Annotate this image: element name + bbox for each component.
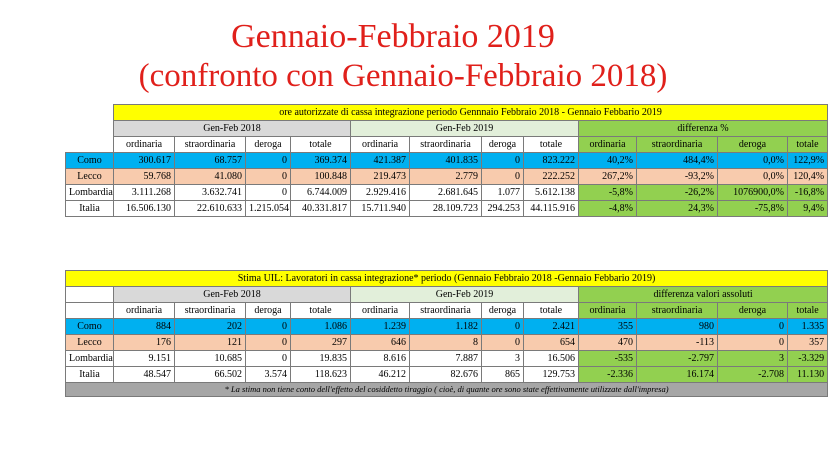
cell-diff: 470 — [579, 335, 637, 351]
cell-2019: 219.473 — [351, 169, 410, 185]
cell-2019: 2.929.416 — [351, 185, 410, 201]
table-row — [66, 335, 828, 351]
cell-2019: 654 — [524, 335, 579, 351]
cell-2018: 41.080 — [175, 169, 246, 185]
col-header: ordinaria — [351, 137, 410, 153]
cell-diff: -75,8% — [718, 201, 788, 217]
cell-2019: 46.212 — [351, 367, 410, 383]
cell-diff: 357 — [788, 335, 828, 351]
cell-2018: 297 — [291, 335, 351, 351]
page-subtitle: (confronto con Gennaio-Febbraio 2018) — [138, 58, 668, 94]
cell-2018: 176 — [114, 335, 175, 351]
cell-2019: 3 — [482, 351, 524, 367]
cell-diff: -4,8% — [579, 201, 637, 217]
cell-2018: 0 — [246, 185, 291, 201]
cell-diff: -2.797 — [637, 351, 718, 367]
cell-diff: 980 — [637, 319, 718, 335]
table-banner: Stima UIL: Lavoratori in cassa integrazione* periodo (Gennaio Febbraio 2018 -Gennaio Febbario 2019) — [66, 271, 828, 287]
col-header: straordinaria — [175, 303, 246, 319]
cell-2019: 222.252 — [524, 169, 579, 185]
cell-diff: 24,3% — [637, 201, 718, 217]
col-header: straordinaria — [175, 137, 246, 153]
group-header-diff: differenza valori assoluti — [579, 287, 828, 303]
cell-2019: 129.753 — [524, 367, 579, 383]
cell-2018: 66.502 — [175, 367, 246, 383]
col-header: totale — [291, 303, 351, 319]
cell-2018: 40.331.817 — [291, 201, 351, 217]
row-label: Lombardia — [66, 185, 114, 201]
cell-2019: 646 — [351, 335, 410, 351]
col-header: straordinaria — [637, 303, 718, 319]
col-header: deroga — [246, 137, 291, 153]
col-header: deroga — [482, 303, 524, 319]
cell-2019: 15.711.940 — [351, 201, 410, 217]
cell-2018: 118.623 — [291, 367, 351, 383]
ore-autorizzate-table — [65, 104, 828, 217]
col-header: ordinaria — [579, 303, 637, 319]
cell-2019: 865 — [482, 367, 524, 383]
cell-2018: 0 — [246, 153, 291, 169]
cell-2018: 100.848 — [291, 169, 351, 185]
cell-2018: 19.835 — [291, 351, 351, 367]
col-header: ordinaria — [114, 303, 175, 319]
cell-diff: -26,2% — [637, 185, 718, 201]
cell-2018: 10.685 — [175, 351, 246, 367]
cell-2019: 5.612.138 — [524, 185, 579, 201]
cell-2018: 121 — [175, 335, 246, 351]
cell-diff: 1.335 — [788, 319, 828, 335]
cell-diff: -3.329 — [788, 351, 828, 367]
cell-diff: 9,4% — [788, 201, 828, 217]
cell-2019: 16.506 — [524, 351, 579, 367]
col-header: totale — [788, 303, 828, 319]
col-header: deroga — [246, 303, 291, 319]
col-header: totale — [524, 137, 579, 153]
cell-2019: 1.239 — [351, 319, 410, 335]
cell-2019: 2.681.645 — [410, 185, 482, 201]
table-row — [66, 169, 828, 185]
cell-2018: 0 — [246, 319, 291, 335]
cell-diff: 0 — [718, 319, 788, 335]
table-body — [66, 319, 828, 383]
col-header: ordinaria — [579, 137, 637, 153]
cell-diff: -535 — [579, 351, 637, 367]
table-row — [66, 185, 828, 201]
group-header-2018: Gen-Feb 2018 — [114, 287, 351, 303]
cell-diff: -5,8% — [579, 185, 637, 201]
cell-2018: 9.151 — [114, 351, 175, 367]
cell-2019: 1.182 — [410, 319, 482, 335]
cell-2018: 369.374 — [291, 153, 351, 169]
col-header: ordinaria — [114, 137, 175, 153]
cell-2019: 0 — [482, 335, 524, 351]
cell-2019: 294.253 — [482, 201, 524, 217]
row-label: Como — [66, 319, 114, 335]
col-header: totale — [524, 303, 579, 319]
table-row — [66, 201, 828, 217]
row-label: Italia — [66, 201, 114, 217]
cell-diff: -2.336 — [579, 367, 637, 383]
row-label: Lecco — [66, 169, 114, 185]
cell-2018: 22.610.633 — [175, 201, 246, 217]
cell-diff: 0,0% — [718, 169, 788, 185]
cell-2018: 68.757 — [175, 153, 246, 169]
col-header: deroga — [482, 137, 524, 153]
cell-2018: 0 — [246, 335, 291, 351]
table-row — [66, 319, 828, 335]
cell-2018: 0 — [246, 169, 291, 185]
cell-2018: 0 — [246, 351, 291, 367]
cell-diff: 1076900,0% — [718, 185, 788, 201]
col-header: straordinaria — [410, 303, 482, 319]
cell-2018: 6.744.009 — [291, 185, 351, 201]
cell-2018: 48.547 — [114, 367, 175, 383]
cell-2018: 59.768 — [114, 169, 175, 185]
cell-2018: 16.506.130 — [114, 201, 175, 217]
group-header-diff: differenza % — [579, 121, 828, 137]
group-header-2018: Gen-Feb 2018 — [114, 121, 351, 137]
col-header: totale — [291, 137, 351, 153]
cell-2019: 8.616 — [351, 351, 410, 367]
cell-2018: 3.574 — [246, 367, 291, 383]
cell-2018: 1.086 — [291, 319, 351, 335]
cell-2018: 300.617 — [114, 153, 175, 169]
cell-diff: -93,2% — [637, 169, 718, 185]
row-label: Lombardia — [66, 351, 114, 367]
cell-2019: 28.109.723 — [410, 201, 482, 217]
table-row — [66, 367, 828, 383]
cell-2019: 421.387 — [351, 153, 410, 169]
cell-2019: 823.222 — [524, 153, 579, 169]
cell-2019: 44.115.916 — [524, 201, 579, 217]
table-row — [66, 351, 828, 367]
stima-lavoratori-table — [65, 270, 828, 397]
cell-diff: 484,4% — [637, 153, 718, 169]
row-label: Como — [66, 153, 114, 169]
cell-2019: 2.421 — [524, 319, 579, 335]
table-banner: ore autorizzate di cassa integrazione periodo Gennnaio Febbraio 2018 - Gennaio Febbario 2019 — [114, 105, 828, 121]
group-header-2019: Gen-Feb 2019 — [351, 287, 579, 303]
cell-2019: 0 — [482, 169, 524, 185]
col-header: totale — [788, 137, 828, 153]
cell-2018: 3.111.268 — [114, 185, 175, 201]
group-header-2019: Gen-Feb 2019 — [351, 121, 579, 137]
cell-diff: 355 — [579, 319, 637, 335]
col-header: deroga — [718, 137, 788, 153]
cell-diff: 11.130 — [788, 367, 828, 383]
row-label: Lecco — [66, 335, 114, 351]
cell-2019: 401.835 — [410, 153, 482, 169]
col-header: straordinaria — [637, 137, 718, 153]
col-header: deroga — [718, 303, 788, 319]
cell-diff: -2.708 — [718, 367, 788, 383]
table-row — [66, 153, 828, 169]
cell-2019: 1.077 — [482, 185, 524, 201]
col-header: straordinaria — [410, 137, 482, 153]
cell-diff: 120,4% — [788, 169, 828, 185]
cell-diff: 3 — [718, 351, 788, 367]
cell-2019: 82.676 — [410, 367, 482, 383]
row-label: Italia — [66, 367, 114, 383]
cell-diff: 0,0% — [718, 153, 788, 169]
cell-2019: 8 — [410, 335, 482, 351]
cell-diff: -16,8% — [788, 185, 828, 201]
cell-2019: 0 — [482, 153, 524, 169]
cell-diff: 0 — [718, 335, 788, 351]
cell-diff: -113 — [637, 335, 718, 351]
cell-diff: 16.174 — [637, 367, 718, 383]
cell-2018: 3.632.741 — [175, 185, 246, 201]
page-title: Gennaio-Febbraio 2019 — [231, 18, 555, 55]
cell-2019: 7.887 — [410, 351, 482, 367]
col-header: ordinaria — [351, 303, 410, 319]
cell-diff: 122,9% — [788, 153, 828, 169]
cell-2019: 2.779 — [410, 169, 482, 185]
table-footnote: * La stima non tiene conto dell'effetto del cosiddetto tiraggio ( cioè, di quante ore sono state effettivamente utilizzate dall'impresa) — [66, 383, 828, 397]
cell-2018: 1.215.054 — [246, 201, 291, 217]
cell-2019: 0 — [482, 319, 524, 335]
table-body — [66, 153, 828, 217]
cell-diff: 40,2% — [579, 153, 637, 169]
cell-2018: 202 — [175, 319, 246, 335]
cell-2018: 884 — [114, 319, 175, 335]
cell-diff: 267,2% — [579, 169, 637, 185]
